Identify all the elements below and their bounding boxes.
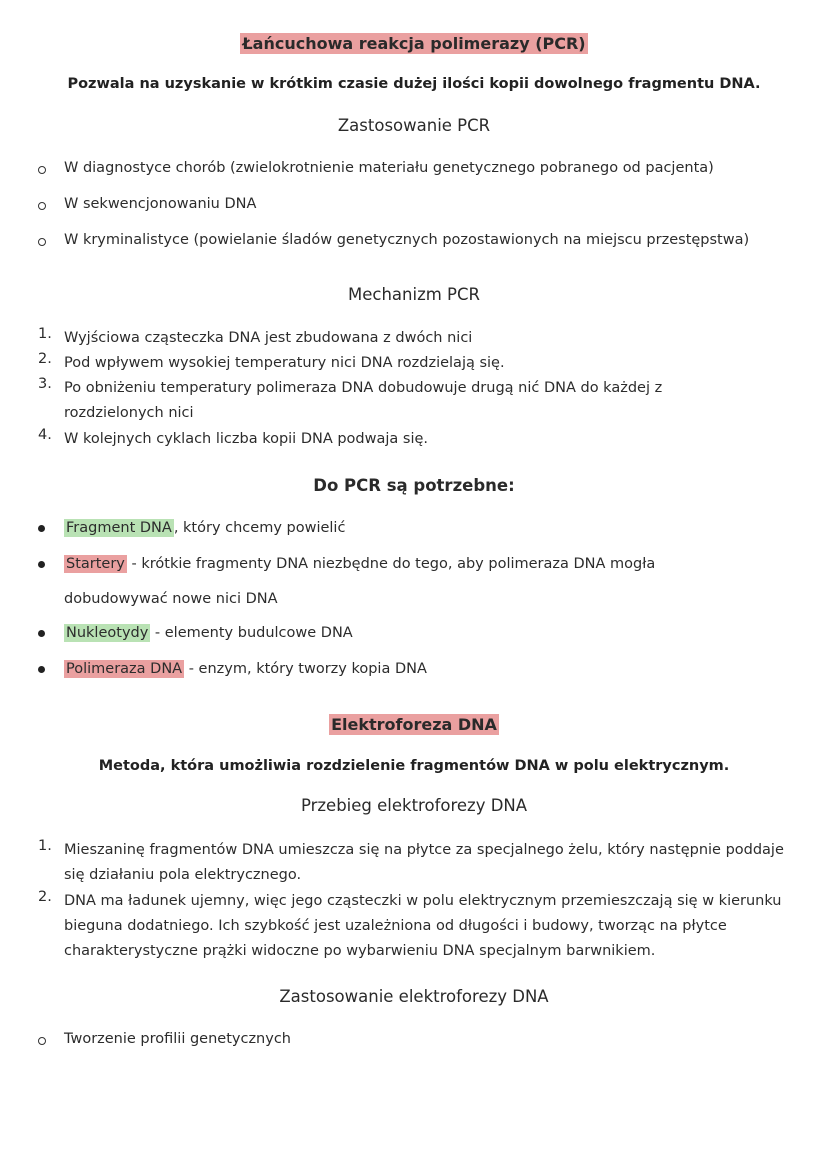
term: Startery bbox=[66, 556, 125, 572]
term: Polimeraza DNA bbox=[66, 661, 183, 677]
list-number: 4. bbox=[38, 427, 52, 443]
list-item: Tworzenie profilii genetycznych bbox=[64, 1031, 291, 1047]
hollow-bullet-icon bbox=[38, 202, 46, 210]
description: - elementy budulcowe DNA bbox=[150, 625, 353, 641]
hollow-bullet-icon bbox=[38, 166, 46, 174]
bullet-icon bbox=[38, 630, 45, 637]
list-item bbox=[64, 552, 814, 577]
bullet-icon bbox=[38, 525, 45, 532]
list-item: Po obniżeniu temperatury polimeraza DNA dobudowuje drugą nić DNA do każdej z rozdzielonych nici bbox=[64, 380, 663, 421]
list-item: W kolejnych cyklach liczba kopii DNA podwaja się. bbox=[64, 431, 429, 447]
pcr-applications-heading: Zastosowanie PCR bbox=[337, 116, 491, 135]
list-item: Mieszaninę fragmentów DNA umieszcza się na płytce za specjalnego żelu, który następnie poddaje się działaniu pola elektrycznego. bbox=[64, 842, 784, 883]
bullet-icon bbox=[38, 561, 45, 568]
electro-title: Elektroforeza DNA bbox=[331, 715, 497, 734]
electro-applications-heading: Zastosowanie elektroforezy DNA bbox=[279, 987, 549, 1006]
electro-process-heading: Przebieg elektroforezy DNA bbox=[300, 796, 528, 815]
list-item: Wyjściowa cząsteczka DNA jest zbudowana z dwóch nici bbox=[64, 330, 473, 346]
hollow-bullet-icon bbox=[38, 238, 46, 246]
electro-lead: Metoda, która umożliwia rozdzielenie fragmentów DNA w polu elektrycznym. bbox=[98, 758, 730, 774]
pcr-mechanism-heading: Mechanizm PCR bbox=[348, 285, 480, 304]
bullet-icon bbox=[38, 666, 45, 673]
list-number: 2. bbox=[38, 889, 52, 905]
list-number: 2. bbox=[38, 351, 52, 367]
pcr-title-block bbox=[0, 34, 828, 53]
electro-title-block bbox=[0, 715, 828, 734]
list-item bbox=[64, 621, 814, 646]
list-item: W diagnostyce chorób (zwielokrotnienie materiału genetycznego pobranego od pacjenta) bbox=[64, 160, 714, 176]
list-number: 1. bbox=[38, 326, 52, 342]
hollow-bullet-icon bbox=[38, 1037, 46, 1045]
list-item bbox=[64, 516, 814, 541]
list-item-continuation: dobudowywać nowe nici DNA bbox=[64, 591, 278, 607]
pcr-title: Łańcuchowa reakcja polimerazy (PCR) bbox=[242, 34, 586, 53]
list-number: 1. bbox=[38, 838, 52, 854]
pcr-needs-heading: Do PCR są potrzebne: bbox=[313, 476, 515, 495]
list-item: Pod wpływem wysokiej temperatury nici DNA rozdzielają się. bbox=[64, 355, 505, 371]
description: - enzym, który tworzy kopia DNA bbox=[184, 661, 427, 677]
description: - krótkie fragmenty DNA niezbędne do tego, aby polimeraza DNA mogła bbox=[126, 556, 656, 572]
list-number: 3. bbox=[38, 376, 52, 392]
list-item: W kryminalistyce (powielanie śladów genetycznych pozostawionych na miejscu przestępstwa) bbox=[64, 232, 750, 248]
term: Fragment DNA bbox=[66, 520, 172, 536]
list-item bbox=[64, 657, 814, 682]
term: Nukleotydy bbox=[66, 625, 149, 641]
list-item: W sekwencjonowaniu DNA bbox=[64, 196, 257, 212]
list-item: DNA ma ładunek ujemny, więc jego cząsteczki w polu elektrycznym przemieszczają się w kierunku bieguna dodatniego. Ich szybkość jest uzależniona od długości i budowy, tworząc na płytce charakterystyczne prążki widoczne po wybarwieniu DNA specjalnym barwnikiem. bbox=[64, 893, 782, 959]
pcr-lead: Pozwala na uzyskanie w krótkim czasie dużej ilości kopii dowolnego fragmentu DNA. bbox=[67, 76, 761, 92]
description: , który chcemy powielić bbox=[173, 520, 346, 536]
